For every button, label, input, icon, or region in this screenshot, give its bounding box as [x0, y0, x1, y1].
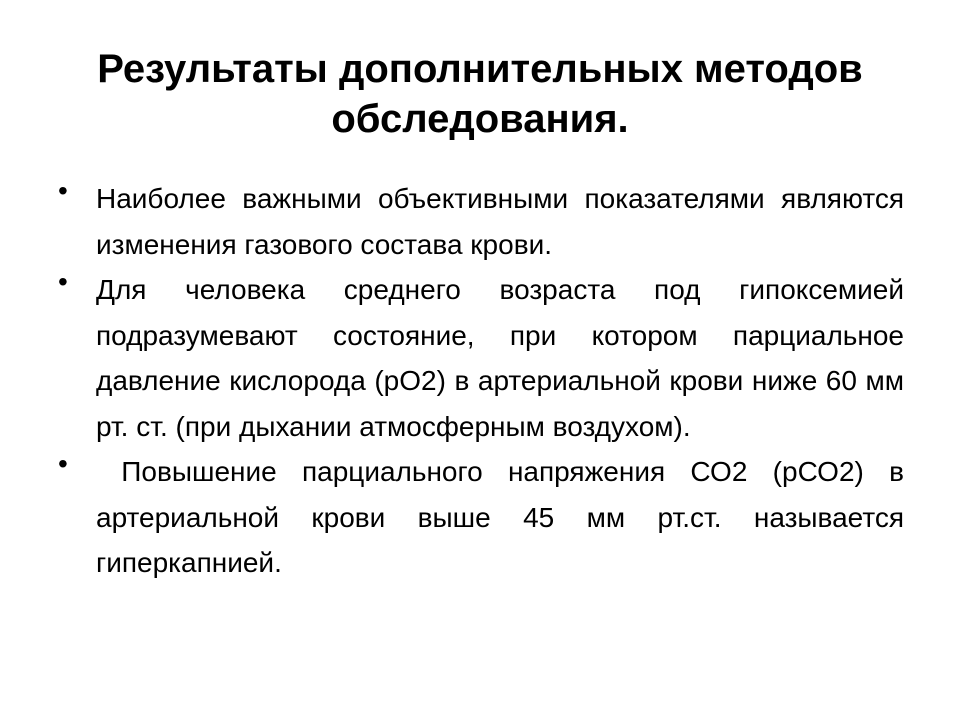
bullet-dot-icon: •: [58, 448, 68, 479]
bullet-dot-icon: •: [58, 266, 68, 297]
bullet-dot-icon: •: [58, 175, 68, 206]
slide-title: [40, 44, 920, 144]
bullet-list: [56, 175, 912, 586]
bullet-text: Для человека среднего возраста под гипоксемией подразумевают состояние, при котором парциальное давление кислорода (рО2) в артериальной крови ниже 60 мм рт. ст. (при дыхании атмосферным воздухом).: [96, 274, 904, 442]
bullet-text: Наиболее важными объективными показателями являются изменения газового состава крови.: [96, 183, 904, 260]
bullet-item-blood-gas: [56, 176, 904, 267]
slide-title-line-2: обследования.: [331, 97, 629, 141]
bullet-item-hypoxemia: [56, 267, 904, 449]
slide-title-line-1: Результаты дополнительных методов: [97, 47, 863, 91]
bullet-item-hypercapnia: [56, 448, 912, 586]
bullet-text: Повышение парциального напряжения СО2 (рСО2) в артериальной крови выше 45 мм рт.ст. называется гиперкапнией.: [96, 456, 912, 578]
